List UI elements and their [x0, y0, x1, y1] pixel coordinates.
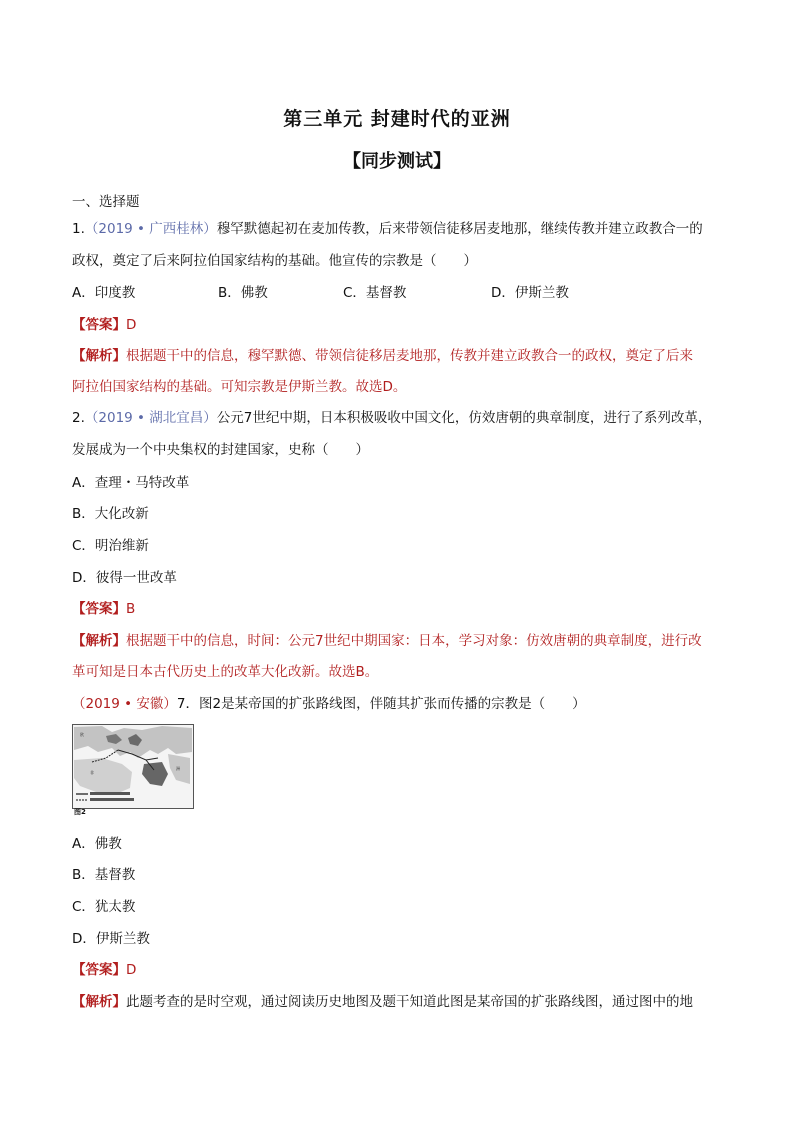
answer-line [72, 961, 136, 979]
svg-text:洲: 洲 [176, 766, 180, 771]
question-text: 穆罕默德起初在麦加传教，后来带领信徒移居麦地那，继续传教并建立政教合一的 [216, 221, 703, 237]
option-c: C．基督教 [343, 285, 407, 301]
option-a: A．佛教 [72, 836, 122, 852]
question-2-stem-line1 [72, 409, 711, 427]
page-subtitle: 【同步测试】 [343, 151, 451, 172]
answer-value: B [126, 601, 136, 617]
svg-text:欧: 欧 [80, 732, 84, 737]
option-c: C．犹太教 [72, 899, 136, 915]
expansion-map-figure [72, 724, 194, 819]
answer-line [72, 316, 136, 334]
option-b: B．佛教 [218, 285, 268, 301]
question-number: 1. [72, 221, 85, 237]
map-caption: 图2 [74, 808, 86, 816]
option-d: D．伊斯兰教 [491, 285, 569, 301]
analysis-text: 根据题干中的信息，时间：公元7世纪中期国家：日本，学习对象：仿效唐朝的典章制度，进行改 [126, 633, 702, 649]
answer-label: 【答案】 [72, 962, 126, 978]
question-source: （2019 • 广西桂林） [84, 221, 217, 237]
svg-text:非: 非 [90, 770, 94, 775]
analysis-text: 根据题干中的信息，穆罕默德、带领信徒移居麦地那，传教并建立政教合一的政权，奠定了后来 [126, 348, 693, 364]
analysis-label: 【解析】 [72, 994, 126, 1010]
analysis-line2: 革可知是日本古代历史上的改革大化改新。故选B。 [72, 664, 379, 680]
analysis-label: 【解析】 [72, 348, 126, 364]
question-text: 公元7世纪中期，日本积极吸收中国文化，仿效唐朝的典章制度，进行了系列改革， [216, 410, 712, 426]
analysis-text: 此题考查的是时空观，通过阅读历史地图及题干知道此图是某帝国的扩张路线图，通过图中的地 [126, 994, 693, 1010]
question-source: （2019 • 湖北宜昌） [84, 410, 217, 426]
option-c: C．明治维新 [72, 538, 149, 554]
analysis-line2: 阿拉伯国家结构的基础。可知宗教是伊斯兰教。故选D。 [72, 379, 407, 395]
option-b: B．基督教 [72, 867, 136, 883]
answer-value: D [126, 962, 137, 978]
expansion-map-image [72, 724, 194, 819]
analysis-label: 【解析】 [72, 633, 126, 649]
option-d: D．伊斯兰教 [72, 931, 150, 947]
question-2-stem-line2: 发展成为一个中央集权的封建国家，史称（ ） [72, 442, 369, 458]
analysis-line1 [72, 347, 693, 365]
answer-label: 【答案】 [72, 601, 126, 617]
question-1-stem-line2: 政权，奠定了后来阿拉伯国家结构的基础。他宣传的宗教是（ ） [72, 253, 477, 269]
section-heading: 一、选择题 [72, 194, 140, 210]
answer-value: D [126, 317, 137, 333]
option-b: B．大化改新 [72, 506, 149, 522]
analysis-line1 [72, 632, 702, 650]
answer-label: 【答案】 [72, 317, 126, 333]
question-3-stem [72, 695, 586, 713]
analysis-line1 [72, 993, 693, 1011]
question-number: 2. [72, 410, 85, 426]
question-source: （2019 • 安徽） [72, 696, 177, 712]
option-a: A．查理・马特改革 [72, 475, 190, 491]
page-title: 第三单元 封建时代的亚洲 [283, 108, 511, 130]
option-a: A．印度教 [72, 285, 136, 301]
option-d: D．彼得一世改革 [72, 570, 177, 586]
question-1-stem-line1 [72, 220, 703, 238]
answer-line [72, 600, 135, 618]
question-text: 7．图2是某帝国的扩张路线图，伴随其扩张而传播的宗教是（ ） [176, 696, 586, 712]
